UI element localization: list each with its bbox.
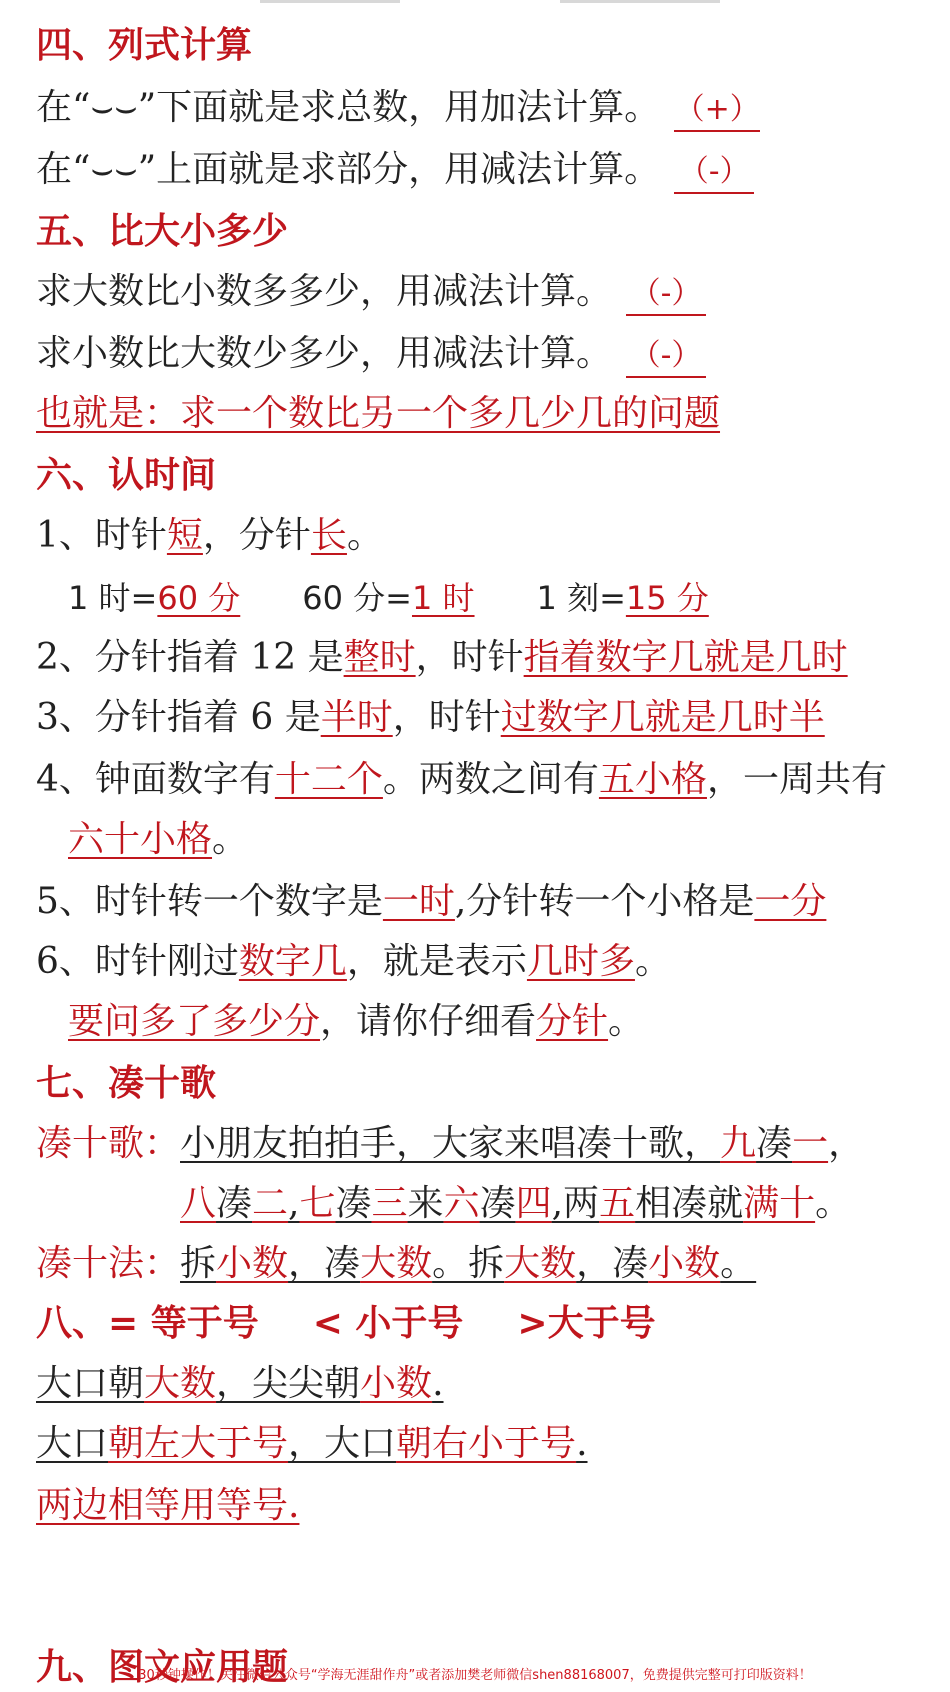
top-mark bbox=[560, 0, 720, 3]
sec7-answer: 三 bbox=[371, 1183, 408, 1224]
sec7-answer: 大数 bbox=[504, 1243, 577, 1284]
sec5-line-1 bbox=[36, 268, 706, 316]
sec4-line-1-text: 在“⌣⌣”下面就是求总数，用加法计算。 bbox=[36, 87, 661, 128]
sec7-song-text: 。 bbox=[815, 1183, 852, 1224]
sec6-text: 1、时针 bbox=[36, 515, 167, 556]
sec7-song-text: 来 bbox=[407, 1183, 444, 1224]
sec6-line-1 bbox=[36, 512, 383, 560]
sec6-text: 6、时针刚过 bbox=[36, 941, 239, 982]
sec7-answer: 六 bbox=[443, 1183, 480, 1224]
sec5-note: 也就是：求一个数比另一个多几少几的问题 bbox=[36, 393, 721, 434]
section-5-heading: 五、比大小多少 bbox=[36, 211, 289, 252]
sec6-text: 。 bbox=[608, 1001, 645, 1042]
sec4-line-1-answer: （+） bbox=[674, 90, 760, 132]
sec6-answer: 一时 bbox=[382, 881, 455, 922]
sec6-answer: 60 分 bbox=[157, 579, 241, 617]
sec8-answer: 大数 bbox=[144, 1363, 217, 1404]
watermark-footer: 30秒钟操作！关注微信公众号“学海无涯甜作舟”或者添加樊老师微信shen88168007，免费提供完整可打印版资料！ bbox=[138, 1668, 812, 1683]
sec6-text: 1 刻= bbox=[536, 579, 626, 617]
sec6-text: 。两数之间有 bbox=[382, 759, 599, 800]
sec6-answer: 数字几 bbox=[238, 941, 347, 982]
sec8-line-3: 两边相等用等号. bbox=[36, 1485, 300, 1526]
sec6-text: 。 bbox=[346, 515, 383, 556]
sec7-song-text: 凑 bbox=[216, 1183, 253, 1224]
sec6-answer: 六十小格 bbox=[68, 819, 213, 860]
sec6-text: ，就是表示 bbox=[346, 941, 527, 982]
sec7-song-text: 小朋友拍拍手，大家来唱凑十歌， bbox=[180, 1123, 721, 1164]
sec6-text: 。 bbox=[212, 819, 249, 860]
sec8-text: ，大口 bbox=[288, 1423, 397, 1464]
sec6-answer: 几时多 bbox=[526, 941, 635, 982]
sec7-song-text: ,两 bbox=[551, 1183, 600, 1224]
sec6-answer: 15 分 bbox=[625, 579, 709, 617]
sec6-text: ,分针转一个小格是 bbox=[454, 881, 755, 922]
sec6-answer: 长 bbox=[310, 515, 347, 556]
top-mark bbox=[260, 0, 400, 3]
sec8-text: . bbox=[432, 1363, 444, 1404]
sec6-answer: 半时 bbox=[320, 697, 393, 738]
sec6-line-5 bbox=[36, 756, 887, 804]
sec7-song-text: 相凑就 bbox=[635, 1183, 744, 1224]
sec6-answer: 要问多了多少分 bbox=[68, 1001, 321, 1042]
sec6-text: ，分针 bbox=[202, 515, 311, 556]
sec7-answer: 四 bbox=[515, 1183, 552, 1224]
sec7-line-3 bbox=[36, 1240, 756, 1288]
sec6-text: 1 时= bbox=[68, 579, 158, 617]
sec7-answer: 小数 bbox=[216, 1243, 289, 1284]
sec4-line-2 bbox=[36, 146, 754, 194]
sec6-answer: 五小格 bbox=[598, 759, 707, 800]
sec7-answer: 七 bbox=[299, 1183, 336, 1224]
sec7-label: 凑十歌： bbox=[36, 1123, 181, 1164]
sec4-line-2-answer: （-） bbox=[674, 152, 754, 194]
top-edge-marks bbox=[0, 0, 950, 6]
sec7-method-text: 。 bbox=[720, 1243, 757, 1284]
sec6-text: 。 bbox=[634, 941, 671, 982]
sec7-answer: 九 bbox=[720, 1123, 757, 1164]
sec4-line-1 bbox=[36, 84, 760, 132]
sec8-answer: 朝右小于号 bbox=[396, 1423, 577, 1464]
section-8-heading bbox=[36, 1300, 656, 1348]
sec6-line-4 bbox=[36, 694, 825, 742]
equal-sign-heading: 八、= 等于号 bbox=[36, 1303, 259, 1344]
greater-than-heading: >大于号 bbox=[517, 1303, 656, 1344]
sec7-method-text: 拆 bbox=[180, 1243, 217, 1284]
sec7-answer: 满十 bbox=[743, 1183, 816, 1224]
sec7-answer: 二 bbox=[252, 1183, 289, 1224]
sec6-answer: 指着数字几就是几时 bbox=[523, 637, 848, 678]
sec6-line-6 bbox=[68, 816, 248, 864]
sec7-song-text: 凑 bbox=[756, 1123, 793, 1164]
sec6-answer: 过数字几就是几时半 bbox=[500, 697, 825, 738]
sec7-answer: 小数 bbox=[648, 1243, 721, 1284]
section-6-heading: 六、认时间 bbox=[36, 455, 217, 496]
sec8-text: 大口 bbox=[36, 1423, 109, 1464]
sec6-answer: 十二个 bbox=[274, 759, 383, 800]
sec6-line-9 bbox=[68, 998, 644, 1046]
sec8-text: . bbox=[576, 1423, 588, 1464]
sec5-line-1-answer: （-） bbox=[626, 274, 706, 316]
sec7-label: 凑十法： bbox=[36, 1243, 181, 1284]
sec7-answer: 大数 bbox=[360, 1243, 433, 1284]
sec6-line-2 bbox=[68, 574, 709, 622]
sec7-method-text: 。拆 bbox=[432, 1243, 505, 1284]
sec8-text: ，尖尖朝 bbox=[216, 1363, 361, 1404]
sec6-text: ，时针 bbox=[415, 637, 524, 678]
sec7-answer: 一 bbox=[792, 1123, 829, 1164]
sec8-answer: 朝左大于号 bbox=[108, 1423, 289, 1464]
section-4-heading: 四、列式计算 bbox=[36, 25, 253, 66]
sec6-text: ，请你仔细看 bbox=[320, 1001, 537, 1042]
sec5-line-2-answer: （-） bbox=[626, 336, 706, 378]
section-9-heading: 九、图文应用题 bbox=[36, 1647, 289, 1688]
sec5-line-2-text: 求小数比大数少多少，用减法计算。 bbox=[36, 333, 613, 374]
sec6-answer: 1 时 bbox=[411, 579, 475, 617]
sec7-song-text: , bbox=[288, 1183, 300, 1224]
less-than-heading: < 小于号 bbox=[312, 1303, 464, 1344]
sec7-method-text: ，凑 bbox=[288, 1243, 361, 1284]
sec7-method-text: ，凑 bbox=[576, 1243, 649, 1284]
sec5-line-1-text: 求大数比小数多多少，用减法计算。 bbox=[36, 271, 613, 312]
sec6-line-3 bbox=[36, 634, 848, 682]
sec6-text: 5、时针转一个数字是 bbox=[36, 881, 383, 922]
sec5-line-2 bbox=[36, 330, 706, 378]
sec6-text: 2、分针指着 12 是 bbox=[36, 637, 344, 678]
sec8-line-1 bbox=[36, 1360, 444, 1408]
sec6-line-8 bbox=[36, 938, 671, 986]
sec6-answer: 短 bbox=[166, 515, 203, 556]
sec7-song-text: 凑 bbox=[479, 1183, 516, 1224]
sec6-text: 4、钟面数字有 bbox=[36, 759, 275, 800]
sec8-line-2 bbox=[36, 1420, 588, 1468]
sec7-song-text: ， bbox=[828, 1123, 865, 1164]
sec7-line-2 bbox=[180, 1180, 851, 1228]
sec4-line-2-text: 在“⌣⌣”上面就是求部分，用减法计算。 bbox=[36, 149, 661, 190]
sec6-line-7 bbox=[36, 878, 826, 926]
sec7-song-text: 凑 bbox=[335, 1183, 372, 1224]
sec7-answer: 五 bbox=[599, 1183, 636, 1224]
sec6-text: ，时针 bbox=[392, 697, 501, 738]
sec6-answer: 一分 bbox=[754, 881, 827, 922]
sec8-text: 大口朝 bbox=[36, 1363, 145, 1404]
sec6-text: 3、分针指着 6 是 bbox=[36, 697, 321, 738]
sec6-text: ，一周共有 bbox=[706, 759, 887, 800]
sec8-answer: 小数 bbox=[360, 1363, 433, 1404]
sec6-answer: 整时 bbox=[343, 637, 416, 678]
sec7-answer: 八 bbox=[180, 1183, 217, 1224]
sec7-line-1 bbox=[36, 1120, 864, 1168]
sec6-answer: 分针 bbox=[536, 1001, 609, 1042]
sec6-text: 60 分= bbox=[302, 579, 412, 617]
section-7-heading: 七、凑十歌 bbox=[36, 1063, 217, 1104]
